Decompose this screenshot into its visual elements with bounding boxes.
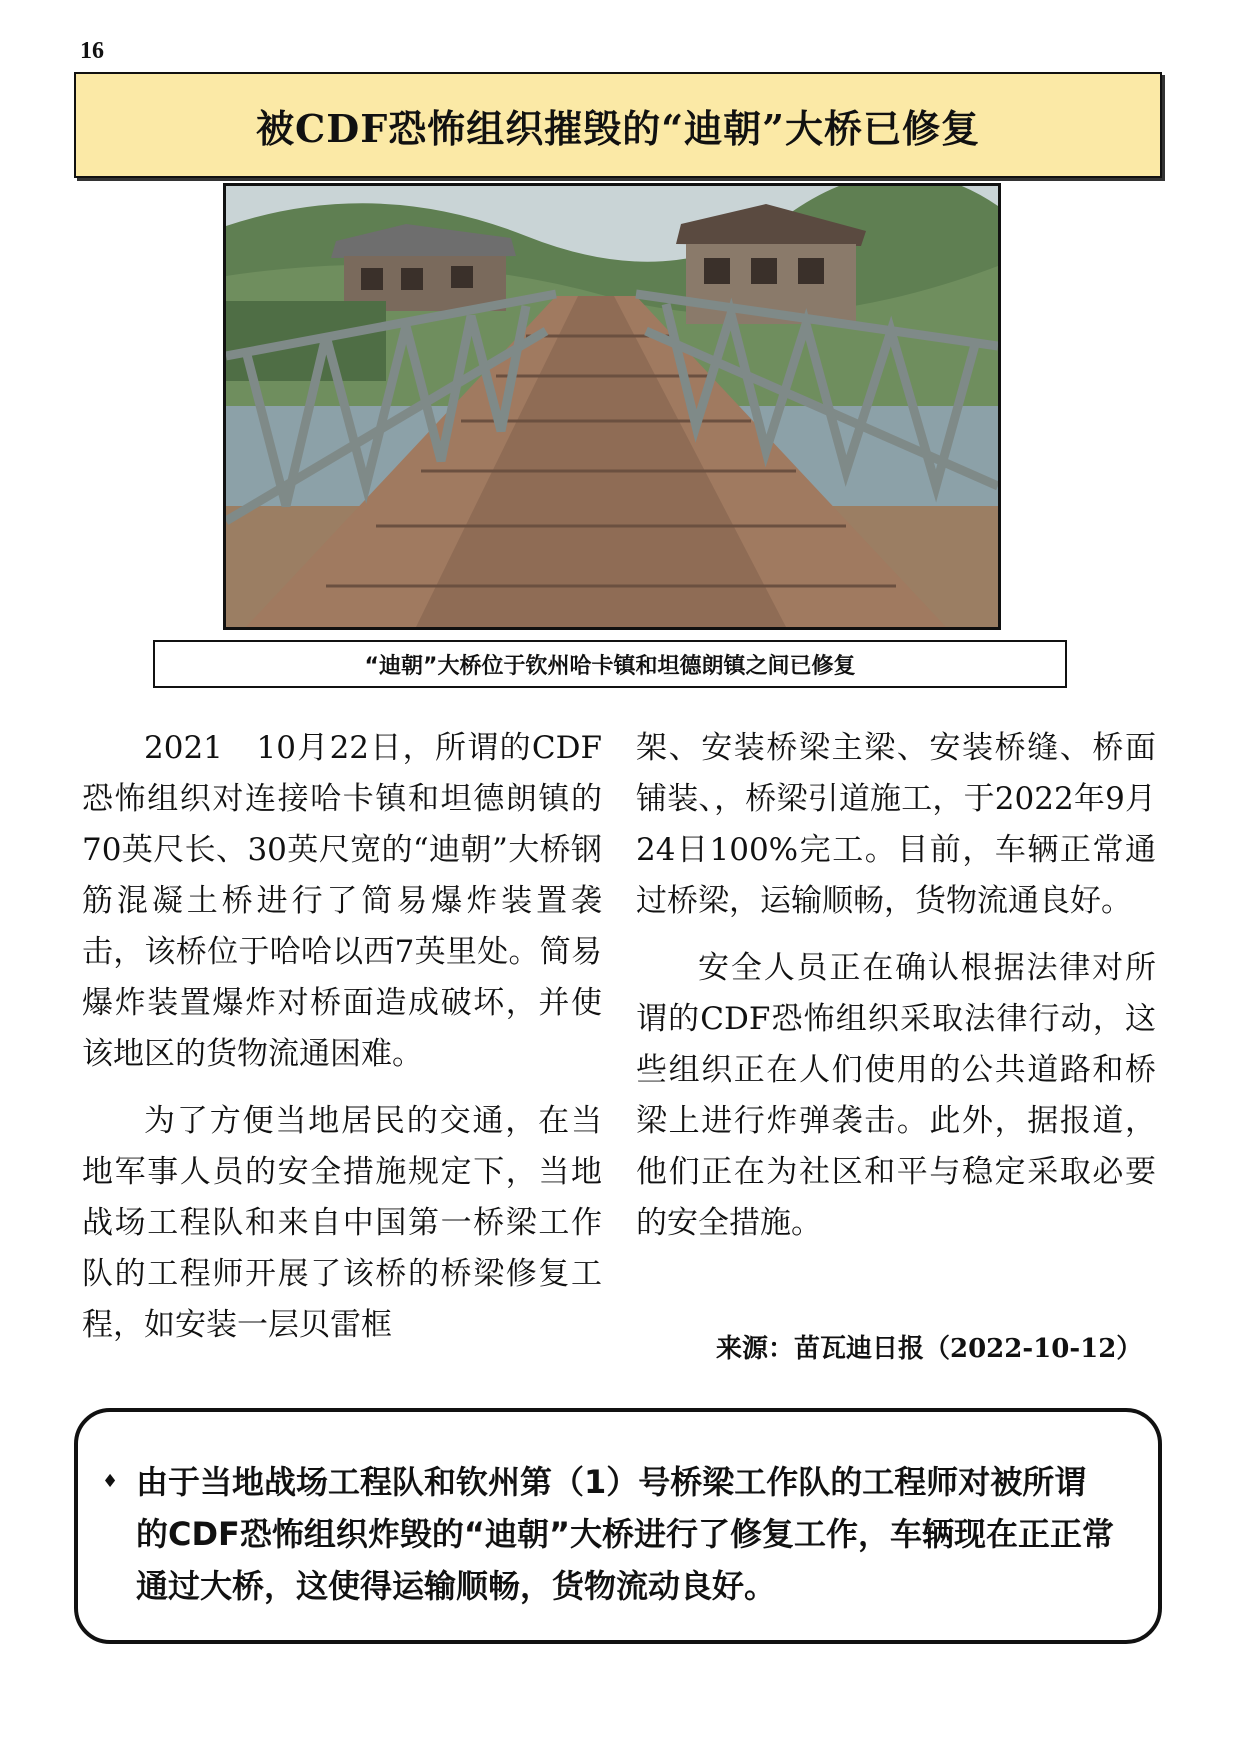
left-house — [331, 224, 516, 311]
bridge-illustration — [226, 186, 998, 627]
page-title: 被CDF恐怖组织摧毁的“迪朝”大桥已修复 — [256, 105, 980, 151]
paragraph: 架、安装桥梁主梁、安装桥缝、桥面铺装、，桥梁引道施工，于2022年9月24日100%完工。目前，车辆正常通过桥梁，运输顺畅，货物流通良好。 — [636, 730, 1156, 919]
bridge-photo — [223, 183, 1001, 630]
paragraph: 安全人员正在确认根据法律对所谓的CDF恐怖组织采取法律行动，这些组织正在人们使用的公共道路和桥梁上进行炸弹袭击。此外，据报道，他们正在为社区和平与稳定采取必要的安全措施。 — [636, 950, 1156, 1241]
source-line: 来源：苗瓦迪日报（2022-10-12） — [716, 1334, 1143, 1364]
title-banner — [74, 72, 1162, 178]
summary-box — [74, 1408, 1162, 1644]
paragraph: 为了方便当地居民的交通，在当地军事人员的安全措施规定下，当地战场工程队和来自中国第一桥梁工作队的工程师开展了该桥的桥梁修复工程，如安装一层贝雷框 — [82, 1103, 602, 1343]
photo-caption: “迪朝”大桥位于钦州哈卡镇和坦德朗镇之间已修复 — [364, 653, 856, 679]
summary-text: 由于当地战场工程队和钦州第（1）号桥梁工作队的工程师对被所谓的CDF恐怖组织炸毁的“迪朝”大桥进行了修复工作，车辆现在正正常通过大桥，这使得运输顺畅，货物流动良好。 — [136, 1463, 1114, 1605]
page-number: 16 — [80, 38, 104, 64]
photo-caption-box — [153, 640, 1067, 688]
right-column — [636, 723, 1156, 1265]
diamond-bullet-icon: ♦ — [102, 1471, 119, 1492]
summary-item — [102, 1456, 1118, 1612]
paragraph: 2021 10月22日，所谓的CDF恐怖组织对连接哈卡镇和坦德朗镇的70英尺长、30英尺宽的“迪朝”大桥钢筋混凝土桥进行了简易爆炸装置袭击，该桥位于哈哈以西7英里处。简易爆炸装置爆炸对桥面造成破坏，并使该地区的货物流通困难。 — [82, 730, 602, 1072]
left-column — [82, 723, 602, 1367]
